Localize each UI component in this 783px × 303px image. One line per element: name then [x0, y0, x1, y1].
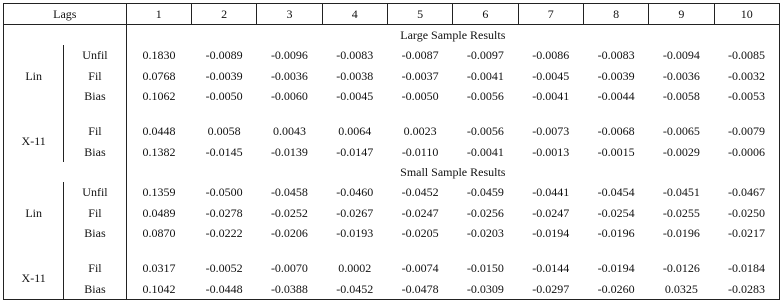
- value-cell: -0.0053: [714, 86, 779, 107]
- value-cell: -0.0150: [466, 260, 504, 275]
- value-cell: -0.0068: [597, 123, 635, 138]
- lag-header: 10: [714, 4, 779, 25]
- value-cell: -0.0070: [270, 260, 308, 275]
- value-cell: -0.0260: [583, 278, 648, 299]
- value-cell: -0.0144: [532, 260, 570, 275]
- value-cell: -0.0196: [597, 226, 635, 241]
- value-cell: -0.0194: [532, 226, 570, 241]
- group-label: Lin: [4, 45, 64, 107]
- value-cell: -0.0045: [336, 89, 374, 104]
- value-cell: -0.0036: [662, 68, 700, 83]
- table-row: [4, 141, 780, 162]
- row-label: Bias: [64, 278, 126, 299]
- value-cell: -0.0252: [270, 205, 308, 220]
- row-label: Unfil: [64, 45, 126, 66]
- value-cell: -0.0039: [205, 68, 243, 83]
- value-cell: -0.0467: [714, 182, 779, 203]
- table-row: [4, 121, 780, 142]
- value-cell: -0.0087: [401, 48, 439, 63]
- value-cell: -0.0038: [336, 68, 374, 83]
- value-cell: -0.0126: [662, 260, 700, 275]
- value-cell: -0.0079: [714, 121, 779, 142]
- section-title: Small Sample Results: [126, 162, 779, 182]
- lags-header: Lags: [4, 4, 127, 25]
- lag-header: 5: [387, 4, 452, 25]
- value-cell: -0.0452: [401, 185, 439, 200]
- value-cell: 0.0448: [142, 123, 176, 138]
- value-cell: -0.0060: [270, 89, 308, 104]
- value-cell: -0.0094: [662, 48, 700, 63]
- value-cell: -0.0147: [336, 144, 374, 159]
- value-cell: -0.0041: [466, 144, 504, 159]
- group-label: Lin: [4, 182, 64, 244]
- row-label: Unfil: [64, 182, 126, 203]
- row-label: Bias: [64, 86, 126, 107]
- value-cell: 0.1062: [142, 89, 176, 104]
- value-cell: -0.0194: [597, 260, 635, 275]
- value-cell: -0.0458: [270, 185, 308, 200]
- value-cell: 0.0325: [649, 278, 714, 299]
- spacer-cell: [126, 107, 779, 121]
- value-cell: -0.0205: [401, 226, 439, 241]
- value-cell: -0.0029: [662, 144, 700, 159]
- value-cell: -0.0278: [205, 205, 243, 220]
- value-cell: -0.0206: [270, 226, 308, 241]
- value-cell: -0.0045: [532, 68, 570, 83]
- table-body: [4, 25, 780, 300]
- value-cell: -0.0247: [401, 205, 439, 220]
- value-cell: -0.0478: [387, 278, 452, 299]
- value-cell: -0.0139: [270, 144, 308, 159]
- value-cell: -0.0254: [597, 205, 635, 220]
- value-cell: -0.0052: [205, 260, 243, 275]
- group-label: X-11: [4, 121, 64, 162]
- lag-header: 9: [649, 4, 714, 25]
- row-label: Fil: [64, 202, 126, 223]
- value-cell: -0.0065: [662, 123, 700, 138]
- value-cell: 0.0064: [338, 123, 372, 138]
- section-title: Large Sample Results: [126, 25, 779, 46]
- table-row: [4, 86, 780, 107]
- value-cell: -0.0041: [532, 89, 570, 104]
- value-cell: -0.0452: [322, 278, 387, 299]
- value-cell: 0.1042: [126, 278, 191, 299]
- value-cell: 0.0489: [142, 205, 176, 220]
- value-cell: -0.0250: [714, 202, 779, 223]
- lag-header: 2: [191, 4, 256, 25]
- value-cell: -0.0039: [597, 68, 635, 83]
- spacer-row: [4, 244, 780, 258]
- value-cell: -0.0037: [401, 68, 439, 83]
- spacer-cell: [64, 244, 126, 258]
- table-row: [4, 202, 780, 223]
- value-cell: -0.0058: [662, 89, 700, 104]
- value-cell: -0.0255: [662, 205, 700, 220]
- value-cell: -0.0184: [714, 258, 779, 279]
- lag-header: 3: [257, 4, 322, 25]
- lag-header: 8: [583, 4, 648, 25]
- value-cell: 0.0317: [142, 260, 176, 275]
- value-cell: 0.1830: [142, 48, 176, 63]
- value-cell: 0.0043: [272, 123, 306, 138]
- value-cell: -0.0267: [336, 205, 374, 220]
- value-cell: -0.0083: [336, 48, 374, 63]
- value-cell: -0.0460: [336, 185, 374, 200]
- value-cell: -0.0096: [270, 48, 308, 63]
- table-row: [4, 278, 780, 299]
- lag-header: 6: [453, 4, 518, 25]
- value-cell: -0.0073: [532, 123, 570, 138]
- value-cell: 0.0058: [207, 123, 241, 138]
- value-cell: -0.0145: [205, 144, 243, 159]
- value-cell: -0.0309: [453, 278, 518, 299]
- header-row: [4, 4, 780, 25]
- value-cell: 0.0002: [338, 260, 372, 275]
- value-cell: -0.0056: [466, 89, 504, 104]
- lags-results-table: [3, 3, 780, 300]
- value-cell: -0.0217: [714, 223, 779, 244]
- section-title-spacer: [4, 25, 127, 46]
- value-cell: -0.0041: [466, 68, 504, 83]
- value-cell: -0.0089: [205, 48, 243, 63]
- value-cell: 0.1382: [142, 144, 176, 159]
- row-label: Bias: [64, 223, 126, 244]
- value-cell: -0.0451: [662, 185, 700, 200]
- value-cell: -0.0247: [532, 205, 570, 220]
- spacer-row: [4, 107, 780, 121]
- spacer-cell: [4, 107, 64, 121]
- row-label: Bias: [64, 141, 126, 162]
- value-cell: -0.0110: [401, 144, 439, 159]
- value-cell: 0.0023: [403, 123, 437, 138]
- group-label: X-11: [4, 258, 64, 300]
- value-cell: -0.0454: [597, 185, 635, 200]
- value-cell: -0.0013: [532, 144, 570, 159]
- value-cell: -0.0500: [205, 185, 243, 200]
- row-label: Fil: [64, 121, 126, 142]
- value-cell: 0.1359: [142, 185, 176, 200]
- value-cell: -0.0256: [466, 205, 504, 220]
- spacer-cell: [4, 244, 64, 258]
- value-cell: -0.0297: [518, 278, 583, 299]
- lag-header: 1: [126, 4, 191, 25]
- table-row: [4, 45, 780, 66]
- table-row: [4, 182, 780, 203]
- value-cell: -0.0085: [714, 45, 779, 66]
- value-cell: -0.0050: [401, 89, 439, 104]
- row-label: Fil: [64, 66, 126, 87]
- value-cell: -0.0074: [401, 260, 439, 275]
- spacer-cell: [64, 107, 126, 121]
- value-cell: -0.0441: [532, 185, 570, 200]
- value-cell: -0.0283: [714, 278, 779, 299]
- value-cell: -0.0083: [597, 48, 635, 63]
- value-cell: -0.0086: [532, 48, 570, 63]
- section-title-spacer: [4, 162, 127, 182]
- value-cell: -0.0193: [336, 226, 374, 241]
- value-cell: -0.0203: [466, 226, 504, 241]
- value-cell: -0.0044: [597, 89, 635, 104]
- spacer-cell: [126, 244, 779, 258]
- value-cell: -0.0032: [714, 66, 779, 87]
- table-row: [4, 258, 780, 279]
- value-cell: 0.0870: [142, 226, 176, 241]
- lag-header: 4: [322, 4, 387, 25]
- value-cell: -0.0050: [205, 89, 243, 104]
- value-cell: -0.0222: [205, 226, 243, 241]
- value-cell: -0.0459: [466, 185, 504, 200]
- lag-header: 7: [518, 4, 583, 25]
- section-title-row: [4, 25, 780, 46]
- row-label: Fil: [64, 258, 126, 279]
- value-cell: -0.0006: [714, 141, 779, 162]
- value-cell: -0.0196: [662, 226, 700, 241]
- value-cell: -0.0036: [270, 68, 308, 83]
- value-cell: -0.0015: [597, 144, 635, 159]
- section-title-row: [4, 162, 780, 182]
- table-row: [4, 223, 780, 244]
- table-row: [4, 66, 780, 87]
- value-cell: -0.0097: [466, 48, 504, 63]
- value-cell: -0.0056: [466, 123, 504, 138]
- value-cell: -0.0448: [191, 278, 256, 299]
- value-cell: -0.0388: [257, 278, 322, 299]
- value-cell: 0.0768: [142, 68, 176, 83]
